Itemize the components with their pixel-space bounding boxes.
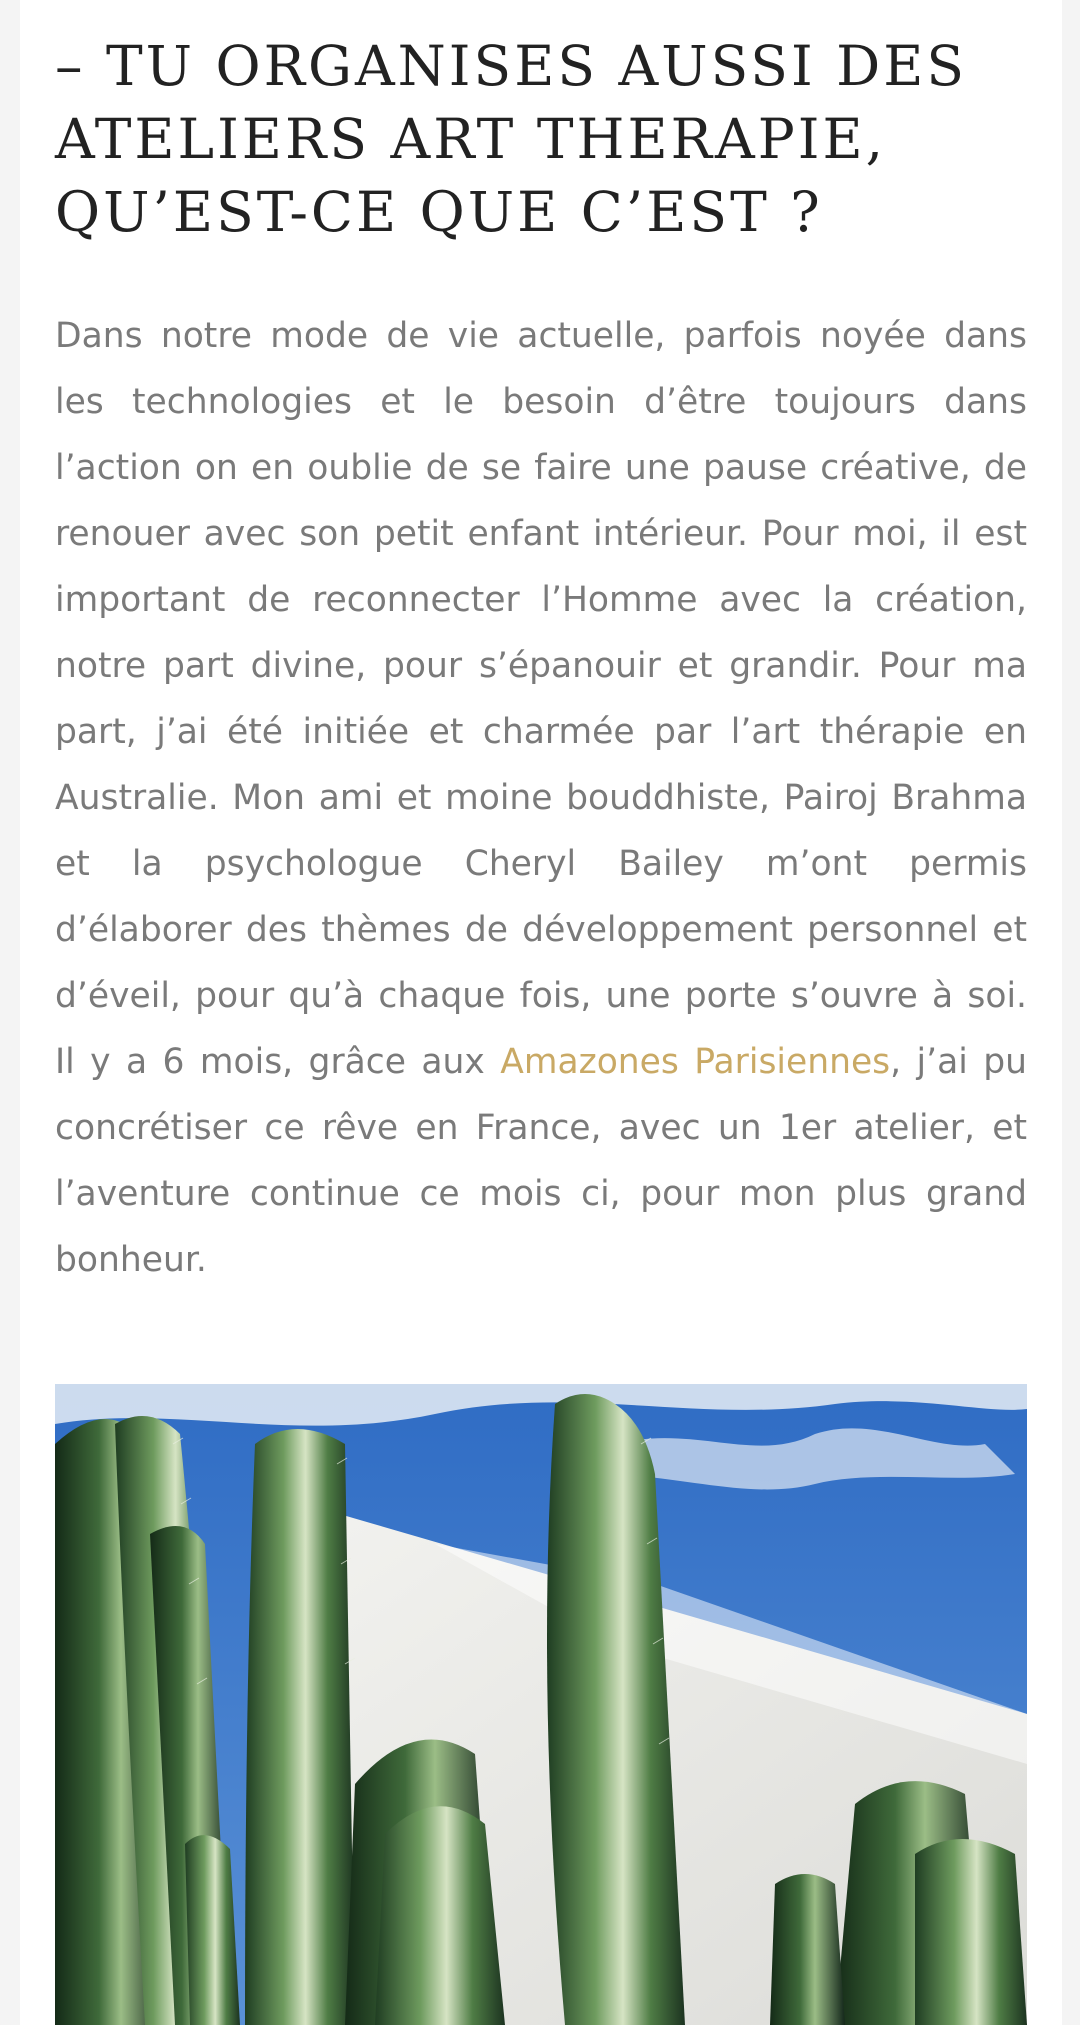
cactus-photo [55, 1384, 1027, 2025]
paragraph-text-after-link: , j’ai pu concrétiser ce rêve en France, avec un 1er atelier, et l’aventure continue ce mois ci, pour mon plus grand bonheur. [55, 1042, 1028, 1280]
article-paragraph [55, 303, 1027, 1293]
amazones-parisiennes-link[interactable]: Amazones Parisiennes [500, 1042, 891, 1082]
cactus-illustration [55, 1384, 1027, 2025]
article-content [20, 0, 1062, 2025]
paragraph-text-before-link: Dans notre mode de vie actuelle, parfois noyée dans les technologies et le besoin d’être toujours dans l’action on en oublie de se faire une pause créative, de renouer avec son petit enfant intérieur. Pour moi, il est important de reconnecter l’Homme avec la création, notre part divine, pour s’épanouir et grandir. Pour ma part, j’ai été initiée et charmée par l’art thérapie en Australie. Mon ami et moine bouddhiste, Pairoj Brahma et la psychologue Cheryl Bailey m’ont permis d’élaborer des thèmes de développement personnel et d’éveil, pour qu’à chaque fois, une porte s’ouvre à soi. Il y a 6 mois, grâce aux [55, 316, 1027, 1082]
section-heading: – TU ORGANISES AUSSI DES ATELIERS ART THERAPIE, QU’EST-CE QUE C’EST ? [55, 34, 968, 244]
